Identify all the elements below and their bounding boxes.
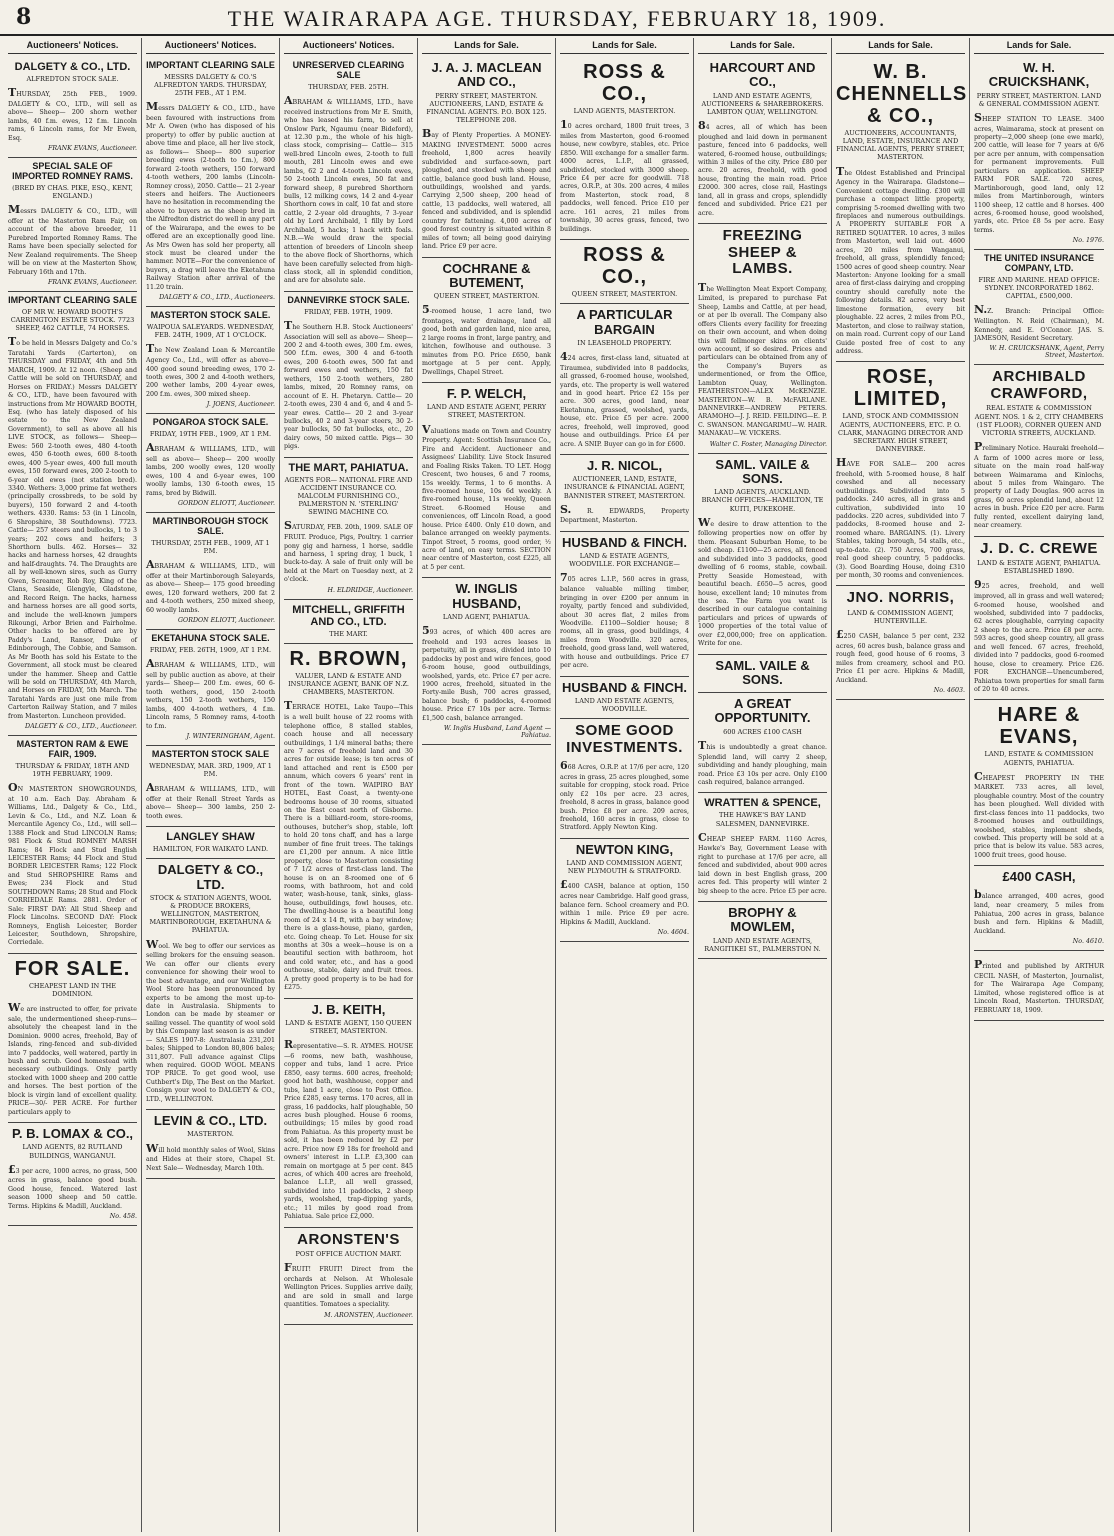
advertisement — [146, 859, 275, 1110]
ad-body: The New Zealand Loan & Mercantile Agency Co., Ltd., will offer as above— 400 good sound breeding ewes, 170 2-tooth ewes, 300 2 and 4-tooth wethers, 200 wether lambs, 200 4-year ewes, 200 f.m. ewes, 300 mixed sheep. — [146, 342, 275, 398]
ad-body: ABRAHAM & WILLIAMS, LTD., have received instructions from Mr E. Smith, who has leased his farm, to sell at Onslow Park, Ngaumu (near Bideford), at 12.30 p.m., the whole of his high-class stock, comprising— Cattle— 315 well-bred Lincoln ewes, 2-tooth to full mouth, 281 Lincoln ewes and ewe lambs, 62 2 and 4-tooth Lincoln ewes, 50 2-tooth Lincoln ewes, 50 fat and forward sheep, 8 purebred Shorthorn bulls, 12 milking cows, 14 2 and 4-year Shorthorn cows in calf, 10 fat and store cattle, 2 2-year old draughts, 7 3-year old by Lord Archibald, 1 filly by Lord Archibald, 5 hacks; 1 hack with foals. N.B.—We would draw the special attention of breeders of Lincoln sheep to the above flock of Shorthorns, which have been carefully selected from high-class stock, all in splendid condition, and are for absolute sale. — [284, 93, 413, 285]
ad-heading: SAML. VAILE & SONS. — [715, 657, 810, 687]
ad-subheading: WAIPOUA SALEYARDS. WEDNESDAY, FEB. 24TH, 1909, AT 1 O'CLOCK. — [146, 323, 275, 340]
ad-heading: WRATTEN & SPENCE, — [704, 797, 821, 810]
section-header: Auctioneers' Notices. — [146, 38, 275, 54]
ad-signature: W. H. CRUICKSHANK, Agent, Perry Street, Masterton. — [989, 345, 1104, 360]
ad-heading: MASTERTON STOCK SALE — [151, 748, 270, 759]
ad-body: To be held in Messrs Dalgety and Co.'s Taratahi Yards (Carterton), on THURSDAY and FRIDAY, 4th and 5th MARCH, 1909. At 12 noon. (Sheep and Cattle will be sold on THURSDAY, and Horses on FRIDAY.) Messrs DALGETY & CO., LTD., have been favoured with instructions from Mr HOWARD BOOTH, Esq. (who has lately disposed of his estate to the New Zealand Government), to sell as above all his LIVE STOCK, as follows— Sheep— Ewes: 560 2-tooth ewes, 480 4-tooth ewes, 450 6-tooth ewes, 600 8-tooth ewes, 400 5-year ewes, 400 full mouth ewes, 150 forward ewes, 200 2-tooth to 6-year old ewes (not station bred). 3340. Wethers: 3,000 prime fat wethers (principally crossbreds, to be sold by buyers), 150 forward 2 and 4-tooth wethers. 4330. Rams: 53 (in 1 Lincoln, 6 Shropshire, 38 Southdowns). 7723. Cattle— 257 steers and bullocks, 1 to 3 years; 202 cows and heifers; 3 Shorthorn bulls. 462. Horses— 32 hacks and harness horses, 42 draughts and half-draughts. 74. The Draughts are all by well-known sires, such as Gurry Gwen, Screamer, Rob Roy, King of the Clans, Seaside, Glengyle, Gladstone, and Record Reign. The hacks, harness and harness horses are all good sorts, and include the well-known jumpers Rikoungi, Arbor Brien and Fairholme. Other hacks to be offered are by Paddy's Land, Ransor, Duke of Edinborough, The Cobbie, and Samson. As Mr Booth has sold his Estate to the Government, all stock must be cleared under the hammer. Sheep and Cattle will be sold on THURSDAY, 4th March, and Horses on FRIDAY, 5th March. The Taratahi Yards are just one mile from Carterton Railway Station, and 7 miles from Masterton. Luncheon provided. — [8, 335, 137, 720]
advertisement — [8, 292, 137, 736]
newspaper-title: THE WAIRARAPA AGE. THURSDAY, FEBRUARY 18, 1909. — [227, 6, 887, 31]
ad-subheading: FRIDAY, 19TH FEB., 1909, AT 1 P.M. — [149, 430, 272, 439]
ad-body: FRUIT! FRUIT! Direct from the orchards at Nelson. At Wholesale Wellington Prices. Supplies arrive daily, and are sold in small and large quantities. Tomatoes a speciality. — [284, 1261, 413, 1309]
advertisement — [146, 307, 275, 414]
advertisement — [698, 693, 827, 793]
ad-subheading: LAND, STOCK AND COMMISSION AGENTS, AUCTIONEERS, ETC. P. O. CLARK, MANAGING DIRECTOR AND SECRETARY. HIGH STREET, DANNEVIRKE. — [838, 412, 963, 453]
ad-body: Will hold monthly sales of Wool, Skins and Hides at their store, Chapel St. Next Sale— Wednesday, March 10th. — [146, 1141, 275, 1172]
ad-heading: MASTERTON RAM & EWE FAIR, 1909. — [16, 739, 129, 760]
advertisement — [974, 57, 1104, 250]
advertisement — [146, 414, 275, 513]
ad-heading: FREEZING SHEEP & LAMBS. — [722, 227, 803, 278]
advertisement — [974, 365, 1104, 536]
section-header: Lands for Sale. — [698, 38, 827, 54]
ad-subheading: REAL ESTATE & COMMISSION AGENT. NOS. 1 & 2, CITY CHAMBERS (1ST FLOOR), CORNER QUEEN AND VICTORIA STREETS, AUCKLAND. — [974, 404, 1104, 437]
advertisement — [698, 224, 827, 454]
advertisement — [836, 57, 968, 362]
ad-heading: W. H. CRUICKSHANK, — [988, 60, 1090, 90]
ad-body: Preliminary Notice. Hauraki freehold—A farm of 1000 acres more or less, situate on the main road half-way between Waimarama and Kinlochs, about 5 miles from Waingaro. The property of Lady Douglas. 900 acres in grass, 60 acres splendid land, about 12 acres in bush. Price £20 per acre. Farm fully rented, excellent dairying land, near creamery. — [974, 439, 1104, 530]
ad-heading: ROSS & CO., — [583, 244, 666, 289]
ad-signature: No. 4610. — [1072, 938, 1104, 946]
column-3 — [280, 38, 418, 1532]
advertisement — [284, 458, 413, 600]
advertisement — [8, 158, 137, 292]
ad-subheading: LAND AGENTS, AUCKLAND. BRANCH OFFICES—HAMILTON, TE KUITI, PUKEKOHE. — [701, 488, 824, 513]
advertisement — [560, 304, 689, 455]
advertisement — [698, 454, 827, 655]
ad-heading: MARTINBOROUGH STOCK SALE. — [152, 516, 269, 537]
advertisement — [836, 586, 965, 700]
ad-subheading: LAND AND ESTATE AGENTS, RANGITIKEI ST., PALMERSTON N. — [704, 936, 821, 953]
ad-heading: MASTERTON STOCK SALE. — [150, 310, 271, 321]
ad-body: N.Z. Branch: Principal Office: Wellington. N. Reid (Chairman), M. Kennedy, and E. O'Connor. JAS. S. JAMESON, Resident Secretary. — [974, 303, 1104, 343]
advertisement — [836, 362, 965, 586]
ad-heading: ARCHIBALD CRAWFORD, — [990, 368, 1088, 402]
ad-heading: ROSS & CO., — [583, 61, 666, 105]
ad-heading: J. A. J. MACLEAN AND CO., — [431, 60, 542, 90]
ad-body: 424 acres, first-class land, situated at Tiraumea, subdivided into 8 paddocks, all grassed, 6-roomed house, woolshed, yards, etc. The property is well watered and in good heart. Price £2 15s per acre. 300 acres, good land, near Eketahuna, grassed, woolshed, yards, house, etc. Price £5 per acre. 2000 acres, freehold, well improved, good house and outbuildings. Price £4 per acre. A SNIP. Buyer can go in for £600. — [560, 349, 689, 448]
column-4 — [418, 38, 556, 1532]
ad-heading: IMPORTANT CLEARING SALE — [146, 60, 275, 70]
advertisement — [284, 644, 413, 999]
ad-subheading: THE MART. — [329, 629, 368, 638]
ad-heading: THE MART, PAHIATUA. — [288, 461, 409, 474]
ad-subheading: QUEEN STREET, MASTERTON. — [433, 292, 540, 301]
ad-signature: W. Inglis Husband, Land Agent — Pahiatua. — [443, 725, 551, 740]
ad-heading: DALGETY & CO., LTD. — [157, 862, 264, 892]
advertisement — [284, 1228, 413, 1325]
ad-subheading: LAND & ESTATE AGENTS, WOODVILLE. FOR EXCHANGE— — [569, 552, 680, 569]
advertisement — [974, 866, 1104, 951]
advertisement — [284, 57, 413, 292]
ad-heading: LANGLEY SHAW — [166, 831, 255, 844]
ad-signature: DALGETY & CO., LTD., Auctioneer. — [25, 723, 137, 731]
ad-body: 5-roomed house, 1 acre land, two frontages, water drainage, land all good, both and garden land, nice area, 2 large rooms in front, large pantry, and kitchen, fowlhouse and outhouse. 3 minutes from P.O. Price £650, bank mortgage at 5 per cent. Apply, Dwellings, Chapel Street. — [422, 303, 551, 376]
ad-heading: HUSBAND & FINCH. — [562, 534, 687, 550]
advertisement — [560, 240, 689, 304]
advertisement — [284, 999, 413, 1228]
ad-body: S. R. EDWARDS, Property Department, Masterton. — [560, 502, 689, 525]
ad-subheading: (BRED BY CHAS. PIKE, ESQ., KENT, ENGLAND.) — [12, 183, 133, 201]
ad-subheading: AGENTS FOR— NATIONAL FIRE AND ACCIDENT INSURANCE CO. MALCOLM FURNISHING CO., PALMERSTON N. 'STERLING' SEWING MACHINE CO. — [284, 475, 413, 517]
ad-body: Bay of Plenty Properties. A MONEY-MAKING INVESTMENT. 5000 acres freehold, 1,800 acres heavily subdivided and surface-sown, part ploughed, and stocked with sheep and cattle, balance good bush land. House, outbuildings, woolshed and yards. Carrying 2,500 sheep, 200 head of cattle, 13 paddocks, well watered, all fenced and subdivided, and is splendid country for fattening. 4,000 acres of good forest country is situated within 8 miles of town; all being good dairying land. Price £9 per acre. — [422, 127, 551, 251]
ad-heading: UNRESERVED CLEARING SALE — [292, 60, 405, 80]
ad-body: TERRACE HOTEL, Lake Taupo—This is a well built house of 22 rooms with telephone office, 8 stalled stables, coach house and all necessary outbuildings, 1 1/4 mineral baths; there are 7 acres of freehold land and 30 acres for outside lease; is ten acres of land attached and rent is £500 per annum, which covers 6 years' rent in front of the town. WAIPIRO BAY HOTEL, East Coast, a twenty-one bedrooms house of 30 rooms, situated on the East coast north of Gisborne. There is a billiard-room, store-rooms, outhouses, butcher's shop, stable, loft to hold 20 tons chaff, and has a large number of fine fruit trees. The takings are £1,200 per annum. A nice little property, close to Masterton consisting of 7 1/2 acres of first-class land. The house is on an 8-roomed one of 6 rooms, with bathroom, hot and cold water, wash-house, tank, sinks, glass-house, outbuildings, fowl houses, etc. The dwelling-house is a beautiful long room of 24 x 14 ft, with a bay window; there is a glass-house, piano, garden, etc. Going cheap. To Let. House for six months at 30s a week—house is on a beautiful section with bathroom, hot and cold water, etc., and has a good outhouse, stable, dairy and fruit trees. A pretty good property is to be had for £275. — [284, 699, 413, 992]
ad-signature: GORDON ELIOTT, Auctioneer. — [178, 617, 275, 625]
ad-subheading: LAND AGENTS, 82 RUTLAND BUILDINGS, WANGANUI. — [22, 1143, 123, 1160]
ad-subheading: THURSDAY, 25TH FEB., 1909, AT 1 P.M. — [151, 538, 270, 556]
ad-signature: DALGETY & CO., LTD., Auctioneers. — [159, 294, 275, 302]
ad-body: Valuations made on Town and Country Property. Agent: Scottish Insurance Co., Fire and Accident. Auctioneer and Assignees' Liability. Live Stock Insured and Foaling Risks Taken. TO LET. Hogg Crescent, two houses, 6 and 7 rooms, 15s weekly. Terms, 1 to 6 months. A five-roomed house, 10s 6d weekly. A five-roomed house, 11s weekly, Queen Street. 6-Roomed House and conveniences, off Lincoln Road, a good house. Price £400. Only £10 down, and balance arranged on weekly payments. Tinpot Street, 5 rooms, good order, ½ acre of land, on easy terms. SECTION near centre of Masterton, cost £225, all at 5 per cent. — [422, 422, 551, 571]
ad-subheading: MESSRS DALGETY & CO.'S ALFREDTON YARDS. THURSDAY, 25TH FEB., AT 1 P.M. — [154, 72, 267, 98]
ad-body: Representative—S. R. AYMES. HOUSE—6 rooms, new bath, washhouse, copper and tubs, land 1 acre. Price £850, easy terms. 600 acres, freehold; good hot bath, washhouse, copper and tubs, land 1 acre, close to Post Office. Price £285, easy terms. 170 acres, all in grass, 16 paddocks, half ploughable, 50 acres bush ploughed. House 6 rooms, outbuildings; 15 miles by good road from Pahiatua. As this property must be sold, it has been reduced by £2 per acre. Price now £9 18s for freehold and owners' interest in L.I.P. £3,300 can remain on mortgage at 5 per cent. 845 acres, of which 400 acres are freehold, balance L.I.P., all well grassed, subdivided into 11 paddocks, 2 sheep yards, woolshed, trap-dipping yards, etc.; 11 miles by good road from Pahiatua. Sale price £2,000. — [284, 1038, 413, 1221]
ad-body: 705 acres L.I.P., 560 acres in grass, balance valuable milling timber, bringing in over £200 per annum in royalty, partly fenced and subdivided, about 30 acres flat, 2 miles from Woodville. £1100—Soldier house; 8 rooms, all in grass, good buildings, 4 miles from Woodville. 320 acres, freehold, good grass land, well watered, with house and outbuildings. Price £7 per acre. — [560, 571, 689, 670]
masthead — [0, 0, 1114, 36]
ad-heading: EKETAHUNA STOCK SALE. — [151, 633, 270, 644]
ad-heading: F. P. WELCH, — [446, 386, 527, 402]
ad-subheading: AUCTIONEER, LAND, ESTATE, INSURANCE & FINANCIAL AGENT, BANNISTER STREET, MASTERTON. — [563, 475, 686, 500]
column-container — [4, 38, 1110, 1532]
ad-subheading: LAND AGENT, PAHIATUA. — [442, 612, 531, 621]
advertisement — [146, 513, 275, 630]
ad-subheading: LAND AND COMMISSION AGENT, NEW PLYMOUTH & STRATFORD. — [566, 859, 683, 876]
ad-heading: HARE & EVANS, — [997, 704, 1081, 749]
ad-body: The Wellington Meat Export Company, Limited, is prepared to purchase Fat Sheep, Lambs and Cattle, at per head, or at per lb overall. The Company also offers Clients every facility for freezing on their own account, and when doing this will fellmonger skins on clients' own account, if so desired. Prices and particulars can be obtained from any of the Company's Buyers as undermentioned, or from the Office, Lambton Quay, Wellington. FEATHERSTON—ALEX McKENZIE. MASTERTON—W. B. McFARLANE. DANNEVIRKE—ANDREW PETERS. ARAMOHO—J. J. REID. FEILDING—E. P. C. SWANSON. MANGARIMU—W. HAIR. MANAKAU—W. VICKERS. — [698, 280, 827, 438]
ad-signature: No. 4603. — [933, 687, 965, 695]
advertisement — [560, 532, 689, 677]
ad-subheading: STOCK & STATION AGENTS, WOOL & PRODUCE BROKERS, WELLINGTON, MASTERTON, MARTINBOROUGH, EKETAHUNA & PAHIATUA. — [149, 893, 272, 935]
ad-body: £250 CASH, balance 5 per cent, 232 acres, 60 acres bush, balance grass and rough feed, good house of 6 rooms, 3 miles from creamery, school and P.O. Price £1 per acre. Hipkins & Madill, Auckland. — [836, 628, 965, 684]
advertisement — [698, 793, 827, 902]
ad-body: 10 acres orchard, 1800 fruit trees, 3 miles from Masterton, good 6-roomed house, new cowbyre, stables, etc. Price £850. Will exchange for a smaller farm. 4000 acres, L.I.P., all grassed, subdivided, stocked with 3000 sheep. Price £4 per acre for goodwill. 718 acres, O.R.P., at 30s. 200 acres, 4 miles from Masterton, stock road, 8 paddocks, well fenced. Price £10 per acre. 161 acres, 21 miles from township, 30 acres grass, fenced, two buildings. — [560, 118, 689, 233]
ad-subheading: POST OFFICE AUCTION MART. — [295, 1250, 402, 1259]
advertisement — [560, 839, 689, 942]
ad-heading: JNO. NORRIS, — [846, 589, 955, 607]
ad-heading: ROSE, LIMITED, — [853, 366, 948, 411]
ad-body: ABRAHAM & WILLIAMS, LTD., will sell as above— Sheep— 200 woolly lambs, 200 woolly ewes, 120 woolly ewes, 100 4 and 6-year ewes, 100 woolly lambs, 130 6-tooth ewes, 15 rams, bred by Bidwill. — [146, 441, 275, 497]
ad-body: 668 Acres, O.R.P. at 17/6 per acre, 120 acres in grass, 25 acres ploughed, some suitable for cropping, stock road. Price only £2 10s per acre. 23 acres, freehold, 8 acres in grass, balance good bush. Price £8 per acre. 209 acres, freehold, 160 acres in grass, close to Stratford. Apply Newton King. — [560, 759, 689, 832]
ad-subheading: FRIDAY, FEB. 19TH, 1909. — [304, 307, 393, 316]
ad-heading: SPECIAL SALE OF IMPORTED ROMNEY RAMS. — [12, 161, 133, 182]
section-header: Lands for Sale. — [974, 38, 1104, 54]
ad-body: 593 acres, of which 400 acres are freehold and 193 acres leases in perpetuity, all in grass, divided into 10 paddocks by post and wire fences, good 6-room house, good outbuildings, woolshed, yards, etc. Price £7 per acre. 1900 acres, freehold, situated in the Forty-mile Bush, 700 acres grassed, balance bush; 6 paddocks, 4-roomed house. Price £7 10s per acre. Terms: £1,500 cash, balance arranged. — [422, 624, 551, 722]
ad-signature: FRANK EVANS, Auctioneer. — [47, 278, 137, 286]
ad-heading: ARONSTEN'S — [297, 1230, 400, 1248]
ad-body: Wool. We beg to offer our services as selling brokers for the ensuing season. We can offer our clients every convenience for showing their wool to the best advantage, and our Wellington Wool Store has been pronounced by experts to be among the most up-to-date in Australasia. Shipments to London can be made by steamer or sailing vessel. The quantity of wool sold by this Company last season is as under— SALES 1907-8: Australasia 231,201 bales; Shipped to London 80,806 bales; 311,807. Full advance against Clips when required. GOOD WOOL MEANS TOP PRICE. To get good wool, use Cuthbert's Dip, The Best on the Market. Consign your wool to DALGETY & CO., LTD., WELLINGTON. — [146, 937, 275, 1103]
advertisement — [698, 655, 827, 694]
ad-subheading: LAND & COMMISSION AGENT, HUNTERVILLE. — [847, 608, 954, 626]
ad-body: HAVE FOR SALE— 200 acres freehold, with 5-roomed house, 8 half cowshed and all necessary outbuildings. Subdivided into 5 paddocks. 240 acres, all in grass and cultivation, subdivided into 10 paddocks. 220 acres, subdivided into 7 paddocks, 8-roomed house and 2-roomed whare. BARGAINS. (1). Livery Stables, taking borough, 54 stalls, etc., up-to-date. (2). 750 Acres, 700 grass, real good sheep country, 5 paddocks. (3). Good Boarding House, doing £310 per month, 30 rooms and conveniences. — [836, 456, 965, 580]
ad-signature: No. 4604. — [657, 928, 689, 936]
ad-body: We are instructed to offer, for private sale, the undermentioned sheep-runs—absolutely the cheapest land in the Dominion. 9000 acres, freehold, Bay of Islands, ring-fenced and sub-divided into 7 paddocks, well watered, partly in bush and scrub. Good homestead with necessary outbuildings. Only partly stocked with 1000 sheep and 200 cattle and horses. The best portion of the block is virgin land of excellent quality. PRICE—30/- PER ACRE. For further particulars apply to — [8, 1001, 137, 1116]
column-7 — [832, 38, 970, 1532]
ad-body: THURSDAY, 25th FEB., 1909. DALGETY & CO., LTD., will sell as above— Sheep— 200 shorn wether lambs, 40 f.m. ewes, 12 f.m. Lincoln rams, 6 Lincoln rams, for Mr Ewen, Esq. — [8, 86, 137, 142]
ad-body: CHEAPEST PROPERTY IN THE MARKET. 733 acres, all level, ploughable country. Most of the country has been ploughed. Well divided with first-class fences into 11 paddocks, two 8-roomed houses and outbuildings, woolshed, stables, implement sheds, cowbed. This property will be sold at a price that is below its value. 583 acres, 1000 fruit trees, good house. — [974, 769, 1104, 859]
advertisement — [422, 57, 551, 258]
advertisement — [422, 383, 551, 578]
ad-heading: IMPORTANT CLEARING SALE — [8, 294, 137, 305]
ad-body: SHEEP STATION TO LEASE. 3400 acres, Waimarama, stock at present on property—2,000 sheep (one ewe mark), 200 cattle, will lease for 7 years at 6/6 per acre per annum, with compensation for permanent improvements. Full particulars on application. SHEEP FARM FOR SALE. 720 acres, Martinborough, good land, only 12 miles from Martinborough, winters 1100 sheep, 12 cattle and 8 horses. 400 acres, 6-roomed house, good woolshed, yards, etc. Price £8 5s per acre. Easy terms. — [974, 110, 1104, 234]
ad-body: We desire to draw attention to the following properties now on offer by them. Pleasant Suburban Home, to be sold cheap. £1100—25 acres, all fenced and subdivided into 3 paddocks, good dwelling of 6 rooms, stable, cowbail. Pretty Seaside Homestead, with beautiful beach. £650—5 acres, good house, excellent land; 10 minutes from the sea. The Farm you want is described in our catalogue containing particulars and prices of upwards of 1000 properties of the total value of over £2,000,000; free on application. Write for one. — [698, 515, 827, 648]
ad-heading: J. R. NICOL, — [586, 458, 663, 474]
advertisement — [422, 258, 551, 384]
ad-heading: COCHRANE & BUTEMENT, — [442, 260, 531, 290]
advertisement — [560, 455, 689, 532]
ad-subheading: PERRY STREET, MASTERTON. LAND & GENERAL COMMISSION AGENT. — [976, 91, 1102, 108]
ad-heading: DANNEVIRKE STOCK SALE. — [287, 294, 410, 305]
ad-subheading: LAND AGENTS, MASTERTON. — [573, 107, 676, 115]
ad-body: 925 acres, freehold, and well improved, all in grass and well watered; 6-roomed house, woolshed and woolshed, subdivided into 7 paddocks, 62 acres ploughable, carrying capacity 2 sheep to the acre. Price £8 per acre. 593 acres, good sheep country, all grass and well fenced. 67 acres, freehold, divided into 7 paddocks, good 6-roomed house, close to creamery. Price £26. FOR EXCHANGE—Unencumbered, Pahiatua town properties for small farm of 20 to 40 acres. — [974, 578, 1104, 693]
ad-body: The Oldest Established and Principal Agency in the Wairarapa. Gladstone— Convenient cottage dwelling. £300 will purchase a compact little property, comprising 5-roomed dwelling with two fireplaces and numerous outbuildings. A PROPERTY SUITABLE FOR A RETIRED SQUATTER. 10 acres, 3 miles from Masterton, well laid out. 4600 acres, 20 miles from Wanganui, freehold, all grass, splendidly fenced; 1500 acres of good sheep country. Near Masterton: Anyone looking for a small area of first-class dairying and cropping country should carefully note the following details. 82 acres, very best limestone formation, every bit ploughable. 22 acres, 2 miles from P.O., Masterton, and close to railway station, on main road. Current copy of our Land Guide posted free of cost to any address. — [836, 164, 965, 355]
column-6 — [694, 38, 832, 1532]
ad-signature: J. WINTERINGHAM, Agent. — [186, 732, 275, 740]
ad-body: The Southern H.B. Stock Auctioneers' Association will sell as above— Sheep— 200 2 and 4-tooth ewes, 300 f.m. ewes, 500 f.f.m. ewes, 300 4 and 6-tooth ewes, 200 6-tooth ewes, 500 fat and forward ewes and wethers, 150 fat wethers, 150 2-tooth wethers, 280 lambs, mixed, 20 Romney rams, on account of E. H. Phetaryn. Cattle— 20 2-tooth ewes, 230 4 and 6, and 4 and 5-year ewes. Cattle— 20 2 and 3-year bullocks, 40 2 and 3-year steers, 30 2-year bullocks, 50 fat bullocks, etc., 20 dairy cows, 50 mixed cattle. Pigs— 30 pigs. — [284, 318, 413, 451]
ad-signature: M. ARONSTEN, Auctioneer. — [324, 1311, 413, 1319]
ad-signature: Walter C. Foster, Managing Director. — [709, 440, 827, 448]
advertisement — [560, 719, 689, 839]
column-8 — [970, 38, 1108, 1532]
ad-signature: GORDON ELIOTT, Auctioneer. — [178, 500, 275, 508]
ad-body: ABRAHAM & WILLIAMS, LTD., will offer at their Martinborough Saleyards, as above— Sheep— 175 good breeding ewes, 120 forward wethers, 200 fat 2 and 4-tooth wethers, 250 mixed sheep, 60 woolly lambs. — [146, 558, 275, 614]
ad-heading: FOR SALE. — [14, 957, 131, 980]
column-5 — [556, 38, 694, 1532]
ad-subheading: ALFREDTON STOCK SALE. — [26, 75, 119, 84]
ad-body: balance arranged, 400 acres, good land, near creamery, 5 miles from Pahiatua, 200 acres in grass, balance bush and fern. Hipkins & Madill, Auckland. — [974, 887, 1104, 935]
advertisement — [8, 1123, 137, 1226]
ad-heading: W. B. CHENNELLS & CO., — [836, 61, 968, 127]
section-header: Lands for Sale. — [836, 38, 965, 54]
advertisement — [974, 250, 1104, 365]
ad-heading: PONGAROA STOCK SALE. — [152, 417, 269, 428]
ad-subheading: LAND & ESTATE AGENT, 150 QUEEN STREET, MASTERTON. — [285, 1018, 412, 1036]
ad-subheading: THURSDAY & FRIDAY, 18TH AND 19TH FEBRUARY, 1909. — [15, 762, 130, 779]
ad-heading: MITCHELL, GRIFFITH AND CO., LTD. — [292, 603, 405, 628]
advertisement — [698, 902, 827, 959]
advertisement — [560, 677, 689, 720]
ad-subheading: THURSDAY, FEB. 25TH. — [308, 82, 389, 91]
ad-subheading: WEDNESDAY, MAR. 3RD, 1909, AT 1 P.M. — [149, 761, 272, 778]
ad-subheading: LAND AND ESTATE AGENT, PERRY STREET, MASTERTON. — [426, 403, 547, 420]
ad-subheading: OF MR W. HOWARD BOOTH'S CARRINGTON ESTATE STOCK. 7723 SHEEP, 462 CATTLE, 74 HORSES. — [10, 307, 135, 333]
ad-body: ABRAHAM & WILLIAMS, LTD., will sell by public auction as above, at their yards— Sheep— 200 f.m. ewes, 60 6-tooth wethers, good, 150 2-tooth wethers, 150 2-tooth wethers, 150 lambs, 400 4-tooth wethers, 4 f.m. Lincoln rams, 5 Romney rams, 4-tooth to f.m. — [146, 657, 275, 730]
ad-body: Messrs DALGETY & CO., LTD., have been favoured with instructions from Mr A. Owen (who has disposed of his property) to offer by public auction at above time and place, all her live stock, as follows— Sheep— 800 superior breeding ewes (2-tooth to f.m.), 800 forward 2-tooth wethers, 150 forward 4-tooth wethers, 200 lambs (Lincoln-Romney cross), 2050. Cattle— 21 2-year steers and heifers. The Auctioneers have no hesitation in recommending the above to buyers as the sheep bred in the Alfredton district do well in any part of the Wairarapa, and the ewes to be offered are an exceptionally good line. As Mrs Owen has sold her property, all stock must be cleared under the hammer. NOTE—For the convenience of buyers, a drag will leave the Eketahuna Railway Station after arrival of the 11.20 train. — [146, 100, 275, 291]
section-header: Lands for Sale. — [560, 38, 689, 54]
section-header: Auctioneers' Notices. — [284, 38, 413, 54]
ad-subheading: MASTERTON. — [187, 1130, 234, 1139]
ad-body: ON MASTERTON SHOWGROUNDS, at 10 a.m. Each Day. Abraham & Williams, Ltd., Dalgety & Co., Ltd., Levin & Co., Ltd., and N.Z. Loan & Mercantile Agency Co., Ltd., will sell— 1388 Flock and Stud LINCOLN Rams; 981 Flock & Stud ROMNEY MARSH Rams; 84 Flock and Stud English LEICESTER Rams; 44 Flock and Stud BORDER LEICESTER Rams; 122 Flock and Stud SHROPSHIRE Rams and Ewes; 234 Flock and Stud SOUTHDOWN Rams; 28 Stud and Flock CORRIEDALE Rams. 2881. Order of Sale: FIRST DAY: All Stud Sheep and Flock Lincolns. SECOND DAY: Flock Romneys, English Leicester, Border Leicester, Southdown, Shropshire, Corriedale. — [8, 781, 137, 947]
ad-subheading: 600 ACRES £100 CASH — [723, 727, 802, 736]
ad-signature: No. 1976. — [1072, 237, 1104, 245]
advertisement — [146, 630, 275, 746]
ad-body: SATURDAY, FEB. 20th, 1909. SALE OF FRUIT. Produce, Pigs, Poultry. 1 carrier pony gig and harness, 1 horse, saddle and harness, 1 spring dray, 1 buck, 1 buck-to-day. A sale of fruit only will be held at the Mart on Tuesday next, at 2 o'clock. — [284, 519, 413, 584]
ad-signature: H. ELDRIDGE, Auctioneer. — [327, 586, 413, 594]
ad-subheading: VALUER, LAND & ESTATE AND INSURANCE AGENT, BANK OF N.Z. CHAMBERS, MASTERTON. — [288, 672, 409, 697]
section-header: Lands for Sale. — [422, 38, 551, 54]
advertisement — [146, 1110, 275, 1179]
ad-heading: THE UNITED INSURANCE COMPANY, LTD. — [983, 253, 1094, 274]
ad-body: 84 acres, all of which has been ploughed and laid down in permanent pasture, fenced into 6 paddocks, well watered, 6-roomed house, outbuildings; within 3 miles of the city. Price £80 per acre. 20 acres, freehold, with good house, fronting the main road. Price £2000. 300 acres, close rail, Hastings land, all in grass and crops, splendidly fenced and subdivided. Price £21 per acre. — [698, 118, 827, 217]
section-header: Auctioneers' Notices. — [8, 38, 137, 54]
ad-heading: £400 CASH, — [1002, 869, 1076, 885]
advertisement — [8, 736, 137, 954]
ad-body: ABRAHAM & WILLIAMS, LTD., will offer at their Renall Street Yards as above— Sheep— 300 lambs, 250 2-tooth ewes. — [146, 781, 275, 820]
ad-subheading: FRIDAY, FEB. 26TH, 1909, AT 1 P.M. — [149, 646, 272, 655]
ad-body: Printed and published by ARTHUR CECIL NASH, of Masterton, Journalist, for The Wairarapa Age Company, Limited, whose registered office is at Lincoln Road, Masterton. THURSDAY, FEBRUARY 18, 1909. — [974, 958, 1104, 1014]
ad-subheading: CHEAPEST LAND IN THE DOMINION. — [28, 981, 117, 998]
ad-subheading: LAND, ESTATE & COMMISSION AGENTS, PAHIATUA. — [984, 750, 1094, 767]
ad-subheading: QUEEN STREET, MASTERTON. — [571, 290, 678, 299]
advertisement — [560, 57, 689, 240]
ad-heading: NEWTON KING, — [575, 841, 674, 857]
ad-heading: J. D. C. CREWE — [980, 539, 1098, 557]
ad-heading: A GREAT OPPORTUNITY. — [714, 696, 811, 726]
column-1 — [4, 38, 142, 1532]
column-2 — [142, 38, 280, 1532]
ad-subheading: LAND AND ESTATE AGENTS, AUCTIONEERS & SHAREBROKERS. LAMBTON QUAY, WELLINGTON. — [701, 91, 824, 116]
ad-body: £3 per acre, 1000 acres, no grass, 500 acres in grass, balance good bush. Good house, fenced. Watered last season 1000 sheep and 50 cattle. Terms. Hipkins & Madill, Auckland. — [8, 1162, 137, 1210]
ad-heading: R. BROWN, — [289, 648, 408, 671]
ad-heading: SAML. VAILE & SONS. — [715, 456, 810, 487]
ad-subheading: FIRE AND MARINE. HEAD OFFICE: SYDNEY. INCORPORATED 1862. CAPITAL, £500,000. — [978, 276, 1100, 301]
ad-subheading: PERRY STREET, MASTERTON. AUCTIONEERS, LAND, ESTATE & FINANCIAL AGENTS. P.O. BOX 125. TELEPHONE 208. — [426, 91, 547, 124]
ad-heading: HARCOURT AND CO., — [709, 60, 816, 90]
ad-body: £400 CASH, balance at option, 150 acres near Cambridge. Half good grass, balance fern. School creamery and P.O. within 1 mile. Price £9 per acre. Hipkins & Madill, Auckland. — [560, 878, 689, 926]
advertisement — [146, 746, 275, 827]
advertisement — [974, 537, 1104, 701]
advertisement — [146, 57, 275, 307]
ad-heading: BROPHY & MOWLEM, — [728, 905, 797, 935]
advertisement — [698, 57, 827, 224]
ad-heading: A PARTICULAR BARGAIN — [576, 307, 673, 337]
ad-subheading: THE HAWKE'S BAY LAND SALESMEN, DANNEVIRKE. — [715, 811, 810, 828]
ad-heading: P. B. LOMAX & CO., — [11, 1126, 134, 1142]
ad-heading: SOME GOOD INVESTMENTS. — [566, 722, 683, 756]
ad-heading: J. B. KEITH, — [311, 1001, 386, 1017]
ad-subheading: LAND AND ESTATE AGENTS, WOODVILLE. — [574, 696, 675, 713]
ad-subheading: HAMILTON, FOR WAIKATO LAND. — [152, 845, 269, 854]
advertisement — [974, 700, 1104, 866]
advertisement — [284, 292, 413, 458]
advertisement — [284, 600, 413, 644]
advertisement — [974, 951, 1104, 1021]
ad-heading: HUSBAND & FINCH. — [562, 679, 687, 695]
ad-body: This is undoubtedly a great chance. Splendid land, will carry 2 sheep, subdividing and handy ploughing, main road. Price £3 10s per acre. Only £100 cash required, balance arranged. — [698, 738, 827, 786]
advertisement — [146, 827, 275, 859]
ad-signature: J. JOENS, Auctioneer. — [206, 401, 275, 409]
ad-body: Messrs DALGETY & CO., LTD., will offer at the Masterton Ram Fair, on account of the above breeder, 11 Purebred Imported Romney Rams. The Rams have been specially selected for New Zealand requirements. The Sheep will be on view at the Masterton Show, February 16th and 17th. — [8, 203, 137, 276]
advertisement — [422, 578, 551, 745]
ad-signature: FRANK EVANS, Auctioneer. — [47, 145, 137, 153]
ad-heading: DALGETY & CO., LTD. — [14, 61, 131, 73]
page-number: 8 — [16, 4, 32, 30]
advertisement — [8, 954, 137, 1123]
ad-heading: LEVIN & CO., LTD. — [153, 1113, 268, 1129]
ad-signature: No. 458. — [109, 1213, 137, 1221]
ad-body: CHEAP SHEEP FARM. 1160 Acres, Hawke's Bay, Government Lease with right to purchase at 17/6 per acre, all fenced and subdivided, about 900 acres laid down in best English grass, 200 acres fed. This property will winter 2 big sheep to the acre. Price £5 per acre. — [698, 830, 827, 895]
ad-subheading: AUCTIONEERS, ACCOUNTANTS, LAND, ESTATE, INSURANCE AND FINANCIAL AGENTS, PERRY STREET, MASTERTON. — [836, 129, 965, 162]
ad-subheading: IN LEASEHOLD PROPERTY. — [577, 338, 672, 347]
ad-subheading: LAND & ESTATE AGENT, PAHIATUA. ESTABLISHED 1890. — [977, 559, 1101, 576]
ad-heading: W. INGLIS HUSBAND, — [452, 581, 521, 611]
advertisement — [8, 57, 137, 158]
